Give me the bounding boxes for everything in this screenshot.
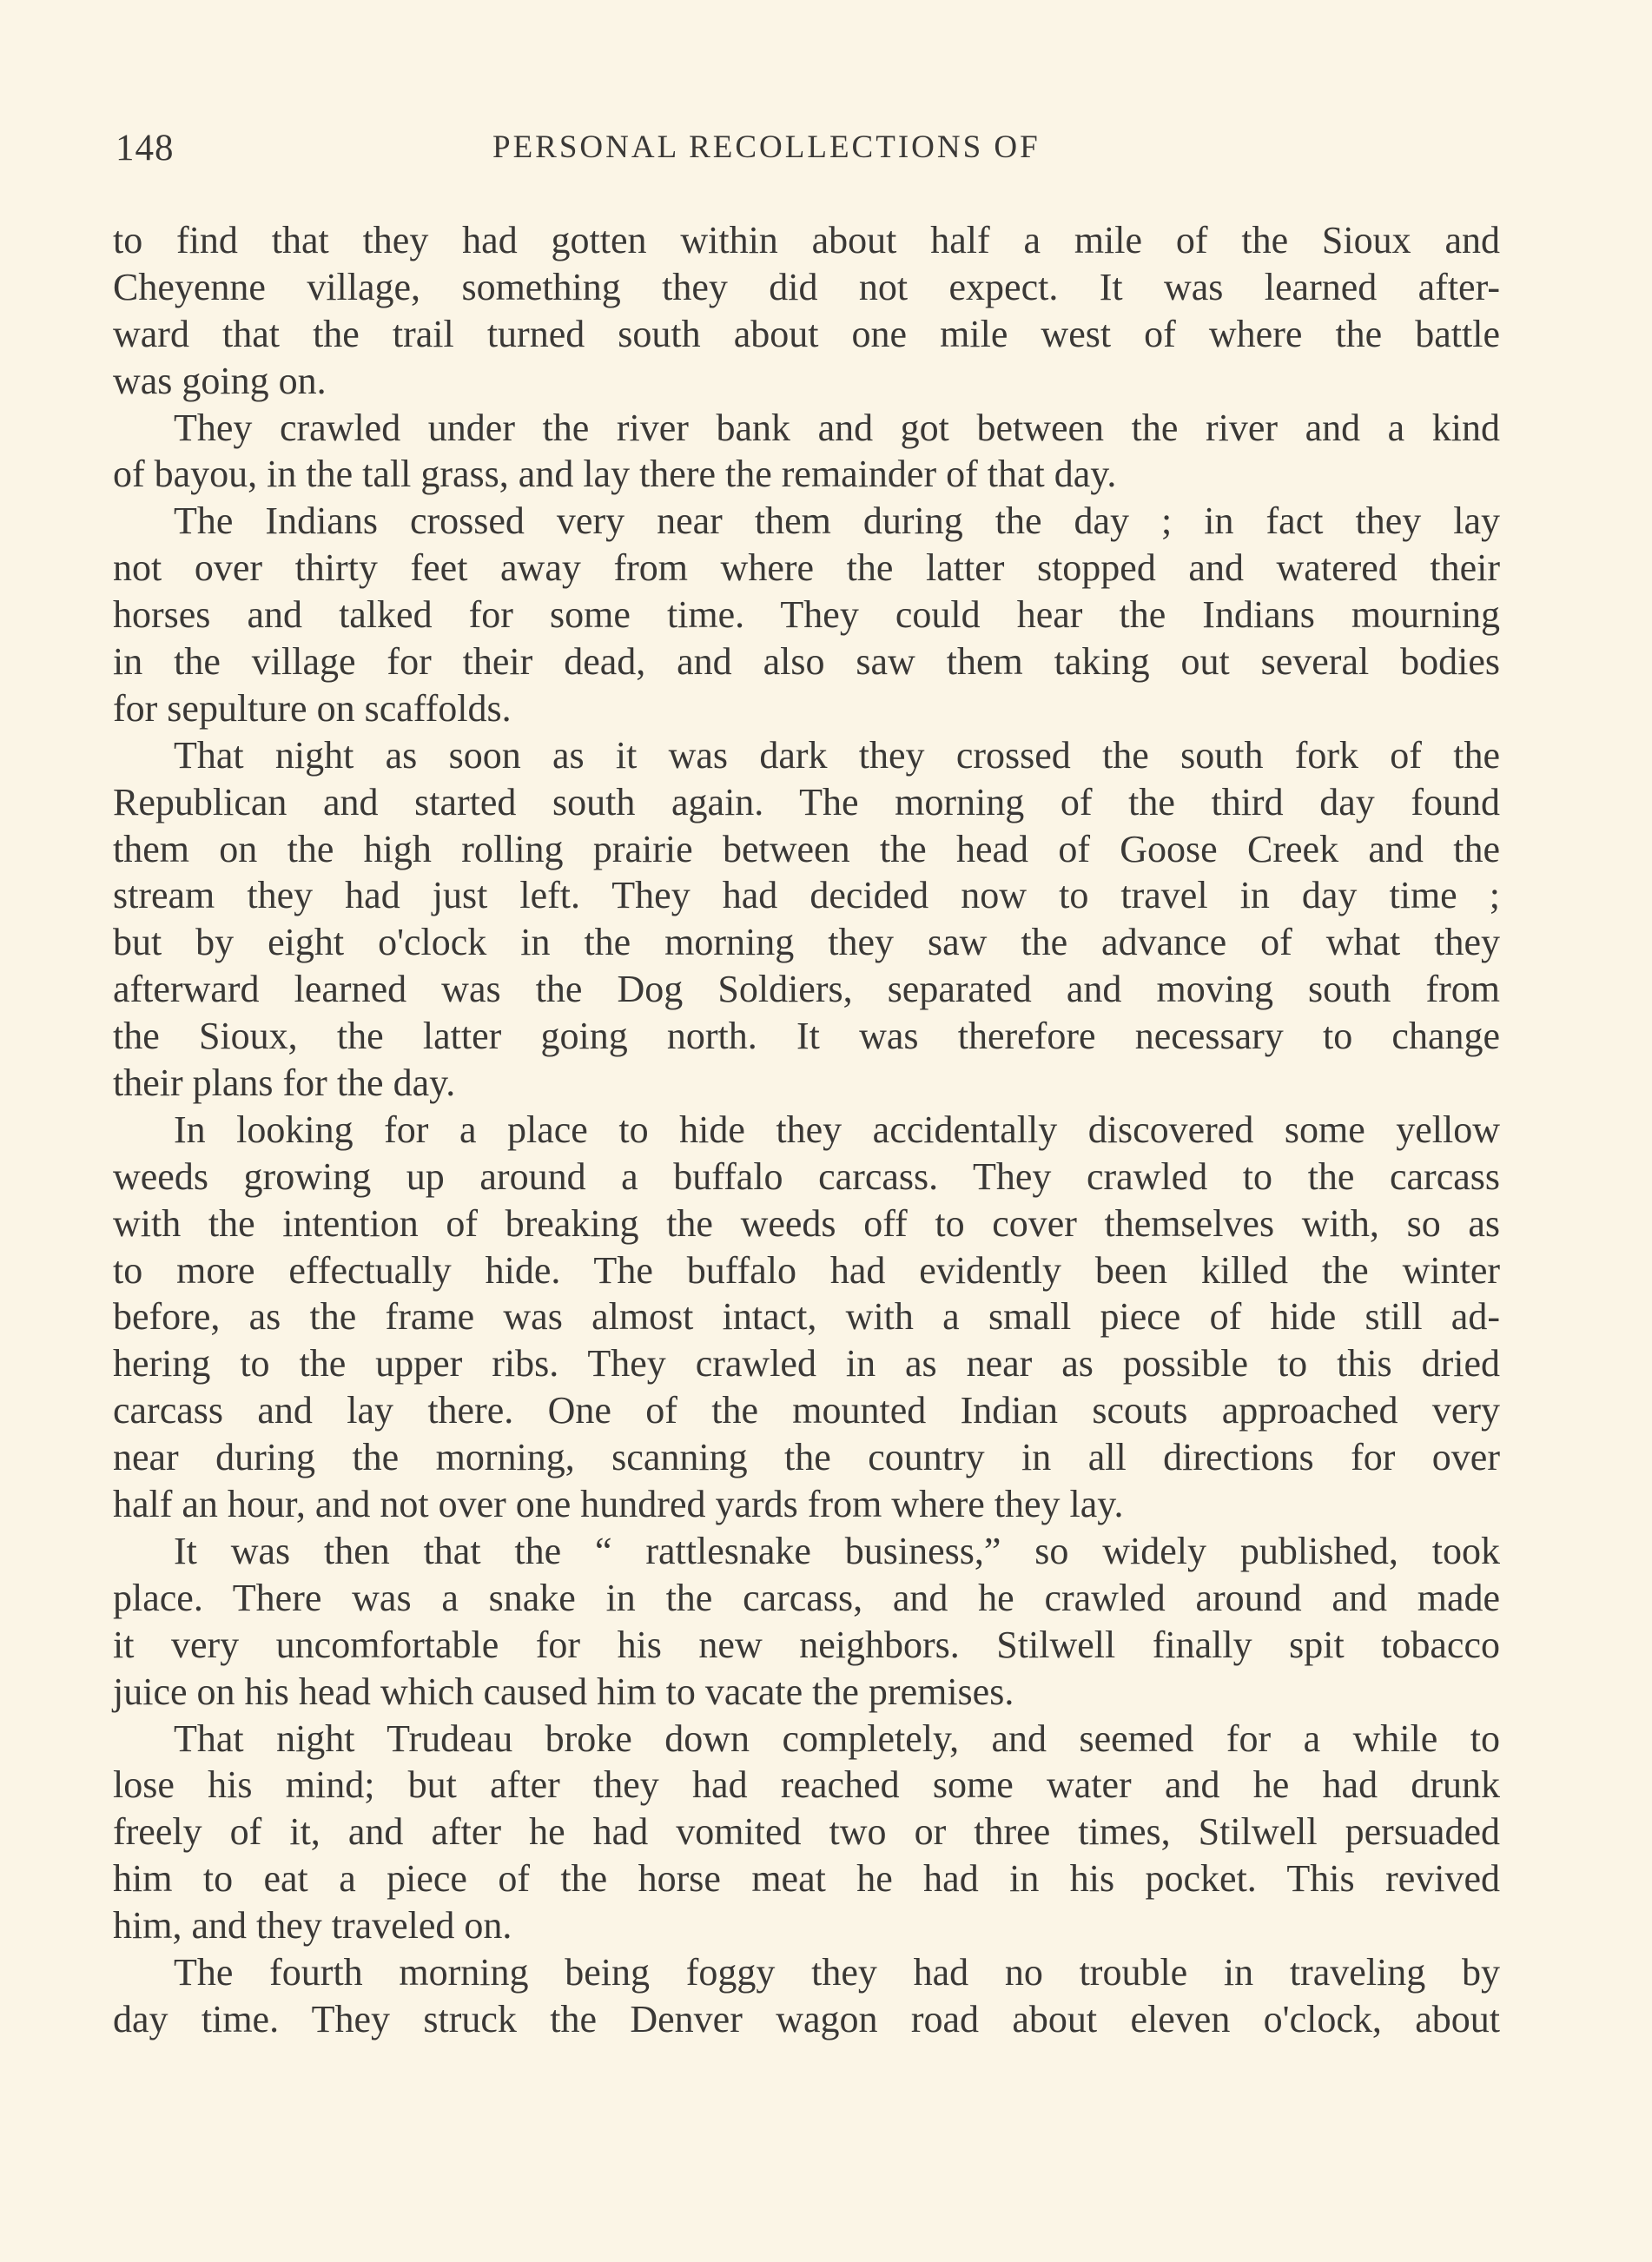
text-line: That night Trudeau broke down completely, and seemed for a while to: [174, 1716, 1500, 1760]
text-line: weeds growing up around a buffalo carcass. They crawled to the carcass: [113, 1154, 1500, 1198]
text-line: day time. They struck the Denver wagon road about eleven o'clock, about: [113, 1997, 1500, 2040]
text-line: In looking for a place to hide they accidentally discovered some yellow: [174, 1108, 1500, 1151]
text-line: for sepulture on scaffolds.: [113, 686, 512, 730]
text-line: horses and talked for some time. They could hear the Indians mourning: [113, 593, 1500, 637]
text-line: in the village for their dead, and also saw them taking out several bodies: [113, 640, 1500, 684]
text-line: That night as soon as it was dark they crossed the south fork of the: [174, 733, 1500, 777]
text-line: lose his mind; but after they had reached some water and he had drunk: [113, 1763, 1500, 1807]
text-line: Cheyenne village, something they did not expect. It was learned after-: [113, 265, 1500, 308]
text-line: juice on his head which caused him to vacate the premises.: [113, 1670, 1014, 1713]
text-line: freely of it, and after he had vomited two or three times, Stilwell persuaded: [113, 1810, 1500, 1854]
text-line: stream they had just left. They had decided now to travel in day time ;: [113, 874, 1500, 917]
body-text: [113, 217, 1500, 2043]
text-line: half an hour, and not over one hundred yards from where they lay.: [113, 1483, 1124, 1526]
text-line: was going on.: [113, 359, 327, 402]
text-line: him to eat a piece of the horse meat he had in his pocket. This revived: [113, 1857, 1500, 1901]
text-line: but by eight o'clock in the morning they saw the advance of what they: [113, 921, 1500, 964]
text-line: afterward learned was the Dog Soldiers, separated and moving south from: [113, 968, 1500, 1011]
text-line: They crawled under the river bank and got between the river and a kind: [174, 406, 1500, 449]
page-number: 148: [116, 128, 175, 169]
text-line: ward that the trail turned south about one mile west of where the battle: [113, 312, 1500, 355]
running-head-title: PERSONAL RECOLLECTIONS OF: [492, 129, 1041, 165]
running-head: [116, 127, 1497, 179]
text-line: hering to the upper ribs. They crawled in as near as possible to this dried: [113, 1342, 1500, 1386]
text-line: It was then that the “ rattlesnake business,” so widely published, took: [174, 1529, 1500, 1572]
text-line: their plans for the day.: [113, 1062, 456, 1105]
text-line: to more effectually hide. The buffalo had evidently been killed the winter: [113, 1248, 1500, 1292]
text-line: him, and they traveled on.: [113, 1904, 512, 1948]
text-line: of bayou, in the tall grass, and lay there the remainder of that day.: [113, 453, 1117, 496]
text-line: with the intention of breaking the weeds off to cover themselves with, so as: [113, 1201, 1500, 1245]
text-line: them on the high rolling prairie between the head of Goose Creek and the: [113, 827, 1500, 870]
text-line: The fourth morning being foggy they had no trouble in traveling by: [174, 1950, 1500, 1994]
text-line: place. There was a snake in the carcass, and he crawled around and made: [113, 1576, 1500, 1619]
text-line: The Indians crossed very near them during the day ; in fact they lay: [174, 499, 1500, 543]
text-line: it very uncomfortable for his new neighbors. Stilwell finally spit tobacco: [113, 1623, 1500, 1666]
text-line: before, as the frame was almost intact, with a small piece of hide still ad-: [113, 1295, 1500, 1339]
text-line: not over thirty feet away from where the latter stopped and watered their: [113, 546, 1500, 590]
text-line: Republican and started south again. The morning of the third day found: [113, 780, 1500, 823]
text-line: to find that they had gotten within about half a mile of the Sioux and: [113, 219, 1500, 261]
text-line: carcass and lay there. One of the mounted Indian scouts approached very: [113, 1389, 1500, 1432]
text-line: near during the morning, scanning the country in all directions for over: [113, 1436, 1500, 1479]
text-line: the Sioux, the latter going north. It was therefore necessary to change: [113, 1015, 1500, 1058]
